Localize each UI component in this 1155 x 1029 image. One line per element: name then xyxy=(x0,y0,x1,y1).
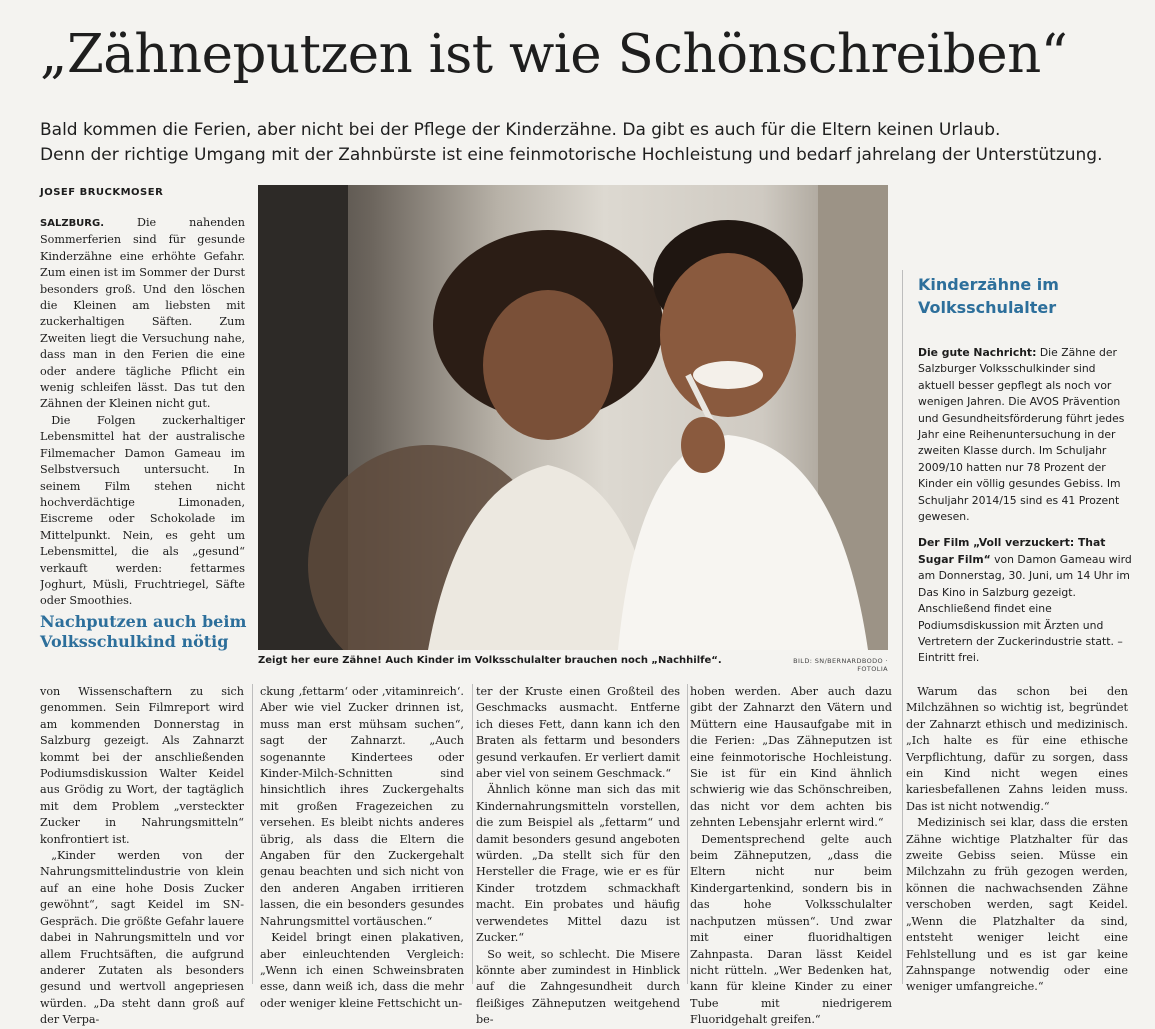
photo-caption: Zeigt her eure Zähne! Auch Kinder im Volksschulalter brauchen noch „Nachhilfe“. xyxy=(258,655,723,666)
sidebar-bold-lead: Die gute Nachricht: xyxy=(918,346,1036,359)
article-column-5 xyxy=(906,684,1128,996)
article-paragraph: Dementsprechend gelte auch beim Zähneputzen, „dass die Eltern nicht nur beim Kindergartenkind, sondern bis in das hohe Volksschulalter nachputzen müssen“. Und zwar mit einer fluoridhaltigen Zahnpasta. Daran lässt Keidel nicht rütteln. „Wer Bedenken hat, kann für kleine Kinder zu einer Tube mit niedrigerem Fluoridgehalt greifen.“ xyxy=(690,832,892,1029)
column-divider xyxy=(902,270,903,984)
article-photo xyxy=(258,185,888,650)
article-paragraph: hoben werden. Aber auch dazu gibt der Zahnarzt den Vätern und Müttern eine Hausaufgabe mit in die Ferien: „Das Zähneputzen ist eine feinmotorische Hochleistung. Sie ist für ein Kind ähnlich schwierig wie das Schönschreiben, das nicht vor dem achten bis zehnten Lebensjahr erlernt wird.“ xyxy=(690,684,892,832)
article-column-3 xyxy=(476,684,680,1029)
dateline: SALZBURG. xyxy=(40,218,104,229)
sidebar-bold-lead: Der Film „Voll verzuckert: That Sugar Film“ xyxy=(918,536,1105,565)
article-paragraph: Keidel bringt einen plakativen, aber einleuchtenden Vergleich: „Wenn ich einen Schweinsbraten esse, dann weiß ich, dass die mehr oder weniger kleine Fettschicht un- xyxy=(260,930,464,1012)
sidebar-text: Die Zähne der Salzburger Volksschulkinder sind aktuell besser gepflegt als noch vor wenigen Jahren. Die AVOS Prävention und Gesundheitsförderung führt jedes Jahr eine Reihenuntersuchung in der zweiten Klasse durch. Im Schuljahr 2009/10 hatten nur 78 Prozent der Kinder ein völlig gesundes Gebiss. Im Schuljahr 2014/15 sind es 41 Prozent gewesen. xyxy=(918,346,1124,523)
article-paragraph: Medizinisch sei klar, dass die ersten Zähne wichtige Platzhalter für das zweite Gebiss seien. Müsse ein Milchzahn zu früh gezogen werden, können die nachwachsenden Zähne verschoben werden, sagt Keidel. „Wenn die Platzhalter da sind, entsteht weniger leicht eine Fehlstellung und es ist gar keine Zahnspange notwendig oder eine weniger umfangreiche.“ xyxy=(906,815,1128,995)
article-paragraph: ckung ‚fettarm‘ oder ‚vitaminreich‘. Aber wie viel Zucker drinnen ist, muss man erst mühsam suchen“, sagt der Zahnarzt. „Auch sogenannte Kindertees oder Kinder-Milch-Schnitten sind hinsichtlich ihres Zuckergehalts mit großen Fragezeichen zu versehen. Es bleibt nichts anderes übrig, als dass die Eltern die Angaben für den Zuckergehalt genau beachten und sich nicht von den anderen Angaben irritieren lassen, die ein besonders gesundes Nahrungsmittel vortäuschen.“ xyxy=(260,684,464,930)
sidebar-box xyxy=(918,345,1133,677)
photo-credit: BILD: SN/BERNARDBODO · FOTOLIA xyxy=(780,657,888,673)
lead-paragraph xyxy=(40,118,1130,168)
article-column-2 xyxy=(260,684,464,1012)
article-paragraph xyxy=(40,215,245,413)
subheading: Nachputzen auch beim Volksschulkind nötig xyxy=(40,612,260,652)
sidebar-paragraph xyxy=(918,535,1133,666)
photo-illustration xyxy=(258,185,888,650)
column-divider xyxy=(687,684,688,984)
lead-line-2: Denn der richtige Umgang mit der Zahnbürste ist eine feinmotorische Hochleistung und bedarf jahrelang der Unterstützung. xyxy=(40,143,1130,168)
sidebar-title: Kinderzähne im Volksschulalter xyxy=(918,273,1138,319)
sidebar-paragraph xyxy=(918,345,1133,525)
column-divider xyxy=(472,684,473,984)
article-column-1-bottom xyxy=(40,684,244,1029)
author-byline: JOSEF BRUCKMOSER xyxy=(40,187,163,198)
article-paragraph: ter der Kruste einen Großteil des Geschmacks ausmacht. Entferne ich dieses Fett, dann kann ich den Braten als fettarm und besonders gesund verkaufen. Er verliert damit aber viel von seinem Geschmack.“ xyxy=(476,684,680,782)
paragraph-text: Die nahenden Sommerferien sind für gesunde Kinderzähne eine erhöhte Gefahr. Zum einen ist im Sommer der Durst besonders groß. Und den löschen die Kleinen am liebsten mit zuckerhaltigen Säften. Zum Zweiten liegt die Versuchung nahe, dass man in den Ferien die eine oder andere tägliche Pflicht ein wenig schleifen lässt. Das tut den Zähnen der Kleinen nicht gut. xyxy=(40,216,245,410)
article-column-1-top xyxy=(40,215,245,610)
article-column-4 xyxy=(690,684,892,1029)
article-paragraph: „Kinder werden von der Nahrungsmittelindustrie von klein auf an eine hohe Dosis Zucker gewöhnt“, sagt Keidel im SN-Gespräch. Die größte Gefahr lauere dabei in Nahrungsmitteln und vor allem Fruchtsäften, die aufgrund anderer Zutaten als besonders gesund und wertvoll angepriesen würden. „Da steht dann groß auf der Verpa- xyxy=(40,848,244,1028)
sidebar-text: von Damon Gameau wird am Donnerstag, 30. Juni, um 14 Uhr im Das Kino in Salzburg gezeigt. Anschließend findet eine Podiumsdiskussion mit Ärzten und Vertretern der Zuckerindustrie statt. – Eintritt frei. xyxy=(918,553,1132,664)
article-paragraph: Ähnlich könne man sich das mit Kindernahrungsmitteln vorstellen, die zum Beispiel als „fettarm“ und damit besonders gesund angeboten würden. „Da stellt sich für den Hersteller die Frage, wie er es für Kinder trotzdem schmackhaft macht. Ein probates und häufig verwendetes Mittel dazu ist Zucker.“ xyxy=(476,782,680,946)
article-paragraph: Die Folgen zuckerhaltiger Lebensmittel hat der australische Filmemacher Damon Gameau im Selbstversuch untersucht. In seinem Film stehen nicht hochverdächtige Limonaden, Eiscreme oder Schokolade im Mittelpunkt. Nein, es geht um Lebensmittel, die als „gesund“ verkauft werden: fettarmes Joghurt, Müsli, Fruchtriegel, Säfte oder Smoothies. xyxy=(40,413,245,610)
headline: „Zähneputzen ist wie Schönschreiben“ xyxy=(40,22,1120,88)
article-paragraph: von Wissenschaftern zu sich genommen. Sein Filmreport wird am kommenden Donnerstag in Salzburg gezeigt. Als Zahnarzt kommt bei der anschließenden Podiumsdiskussion Walter Keidel aus Grödig zu Wort, der tagtäglich mit dem Problem „versteckter Zucker in Nahrungsmitteln“ konfrontiert ist. xyxy=(40,684,244,848)
article-paragraph: Warum das schon bei den Milchzähnen so wichtig ist, begründet der Zahnarzt ethisch und medizinisch. „Ich halte es für eine ethische Verpflichtung, dafür zu sorgen, dass ein Kind nicht wegen eines kariesbefallenen Zahns leiden muss. Das ist nicht notwendig.“ xyxy=(906,684,1128,815)
article-paragraph: So weit, so schlecht. Die Misere könnte aber zumindest in Hinblick auf die Zahngesundheit durch fleißiges Zähneputzen weitgehend be- xyxy=(476,947,680,1029)
column-divider xyxy=(252,684,253,984)
lead-line-1: Bald kommen die Ferien, aber nicht bei der Pflege der Kinderzähne. Da gibt es auch für die Eltern keinen Urlaub. xyxy=(40,118,1130,143)
